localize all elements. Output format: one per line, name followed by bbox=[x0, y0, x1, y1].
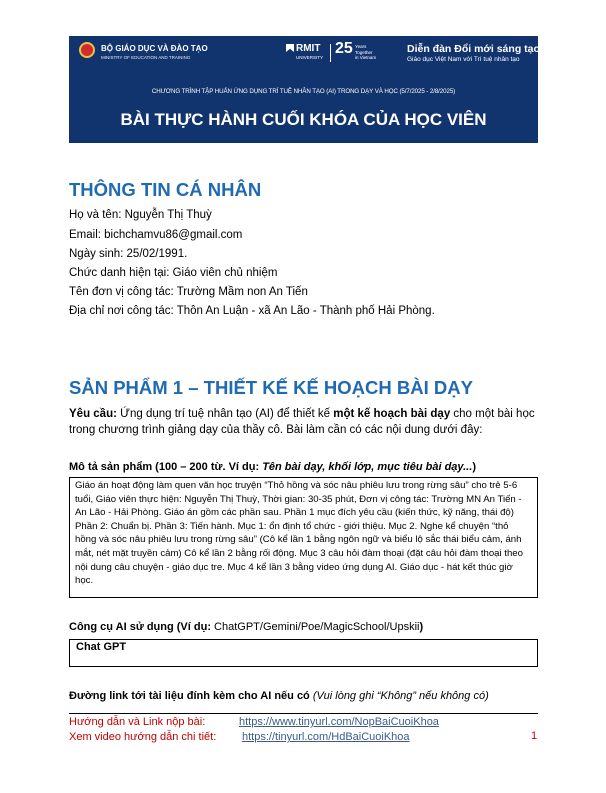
forum-title: Diễn đàn Đổi mới sáng tạo bbox=[407, 43, 540, 55]
requirement-paragraph bbox=[69, 407, 539, 438]
footer-guide-label: Hướng dẫn và Link nộp bài: bbox=[69, 716, 206, 728]
ministry-subtitle: MINISTRY OF EDUCATION AND TRAINING bbox=[101, 55, 191, 60]
rmit-name: RMIT bbox=[296, 43, 321, 54]
ai-tool-label-text: Công cụ AI sử dụng (Ví dụ: bbox=[69, 621, 215, 633]
logo-divider bbox=[330, 44, 331, 62]
info-workplace: Tên đơn vị công tác: Trường Mầm non An Tiến bbox=[69, 286, 308, 298]
ai-tool-examples: ChatGPT/Gemini/Poe/MagicSchool/Upskii bbox=[214, 621, 420, 633]
description-label-example: Tên bài dạy, khối lớp, mục tiêu bài dạy... bbox=[262, 461, 473, 473]
submission-link[interactable]: https://www.tinyurl.com/NopBaiCuoiKhoa bbox=[239, 716, 439, 728]
anniversary-number: 25 bbox=[335, 40, 353, 57]
banner-title: BÀI THỰC HÀNH CUỐI KHÓA CỦA HỌC VIÊN bbox=[120, 110, 487, 129]
rmit-logo-icon bbox=[286, 44, 294, 52]
attachment-link-label-text: Đường link tới tài liệu đính kèm cho AI nếu có bbox=[69, 690, 310, 702]
footer-divider bbox=[69, 713, 538, 714]
header-banner bbox=[69, 36, 538, 143]
info-birthdate: Ngày sinh: 25/02/1991. bbox=[69, 248, 188, 260]
ministry-emblem-icon bbox=[79, 42, 95, 58]
info-position: Chức danh hiện tại: Giáo viên chủ nhiệm bbox=[69, 267, 278, 279]
info-email: Email: bichchamvu86@gmail.com bbox=[69, 229, 243, 241]
ai-tool-label-end: ) bbox=[419, 621, 424, 633]
page-number: 1 bbox=[531, 730, 538, 742]
description-label-end: ) bbox=[472, 461, 476, 473]
program-title: CHƯƠNG TRÌNH TẬP HUẤN ỨNG DỤNG TRÍ TUỆ NHÂN TẠO (AI) TRONG DẠY VÀ HỌC (5/7/2025 - 2/8/2025) bbox=[151, 88, 456, 95]
info-work-address: Địa chỉ nơi công tác: Thôn An Luận - xã An Lão - Thành phố Hải Phòng. bbox=[69, 305, 435, 317]
attachment-link-hint: (Vui lòng ghi “Không” nếu không có) bbox=[309, 690, 489, 702]
banner-logo-row bbox=[69, 36, 538, 76]
requirement-text-2: cho một bài học trong chương trình giảng dạy của thầy cô. Bài làm cần có các nội dung dưới đây: bbox=[69, 408, 535, 436]
requirement-label: Yêu cầu: bbox=[69, 408, 117, 420]
forum-subtitle: Giáo dục Việt Nam với Trí tuệ nhân tạo bbox=[407, 56, 520, 63]
ministry-name: BỘ GIÁO DỤC VÀ ĐÀO TẠO bbox=[101, 44, 208, 53]
anniversary-text: Years Together in Vietnam bbox=[355, 44, 377, 60]
footer-video-label: Xem video hướng dẫn chi tiết: bbox=[69, 731, 217, 743]
description-box[interactable]: Giáo án hoạt động làm quen văn học truyện “Thỏ hồng và sóc nâu phiêu lưu trong rừng sâu” cho trẻ 5-6 tuổi, Giáo viên thực hiện: Nguyễn Thị Thuỳ, Thời gian: 30-35 phút, Đơn vị công tác: Trường MN An Tiến - An Lão - Hải Phòng. Giáo án gồm các phần sau. Phần 1 mục đích yêu cầu (kiến thức, kỹ năng, thái độ) Phần 2: Chuẩn bị. Phần 3: Tiến hành. Mục 1: ổn định tổ chức - giới thiệu. Mục 2. Nghe kể chuyện “thỏ hồng và sóc nâu phiêu lưu trong rừng sâu” (Cô kể lần 1 bằng ngôn ngữ và biểu lộ sắc thái biểu cảm, ánh mắt, nét mặt truyền cảm) Cô kể lần 2 bằng rối động. Mục 3 câu hỏi đàm thoại (đặt câu hỏi đàm thoại theo nội dung câu chuyện - giáo dục tre. Mục 4 kể lần 3 bằng video ứng dụng AI. Giáo dục - hát kết thúc giờ học. bbox=[69, 477, 538, 598]
requirement-bold: một kế hoạch bài dạy bbox=[333, 408, 451, 420]
description-label-text: Mô tả sản phẩm (100 – 200 từ. Ví dụ: bbox=[69, 461, 263, 473]
requirement-text-1: Ứng dụng trí tuệ nhân tạo (AI) để thiết kế bbox=[116, 408, 334, 420]
video-guide-link[interactable]: https://tinyurl.com/HdBaiCuoiKhoa bbox=[242, 731, 410, 743]
ai-tool-box[interactable]: Chat GPT bbox=[69, 639, 538, 667]
description-label bbox=[69, 461, 476, 473]
rmit-subtitle: UNIVERSITY bbox=[296, 55, 324, 60]
attachment-link-label bbox=[69, 690, 489, 702]
info-full-name: Họ và tên: Nguyễn Thị Thuỳ bbox=[69, 209, 212, 221]
product-heading: SẢN PHẨM 1 – THIẾT KẾ KẾ HOẠCH BÀI DẠY bbox=[69, 377, 473, 398]
ai-tool-label bbox=[69, 621, 423, 633]
personal-info-heading: THÔNG TIN CÁ NHÂN bbox=[69, 179, 262, 200]
